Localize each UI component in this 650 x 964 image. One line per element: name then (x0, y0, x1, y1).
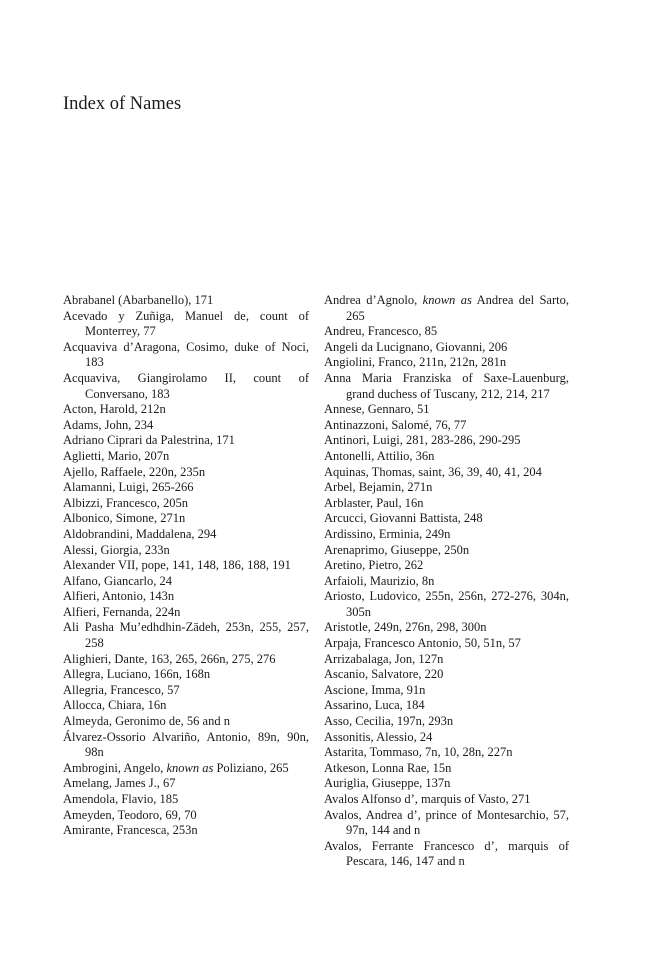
index-entry: Arpaja, Francesco Antonio, 50, 51n, 57 (324, 636, 521, 651)
index-entry: Avalos Alfonso d’, marquis of Vasto, 271 (324, 792, 531, 806)
index-entry: Alighieri, Dante, 163, 265, 266n, 275, 276 (63, 651, 276, 666)
index-entry: Assarino, Luca, 184 (324, 698, 425, 713)
index-entry: Arrizabalaga, Jon, 127n (324, 651, 444, 666)
index-entry: Angiolini, Franco, 211n, 212n, 281n (324, 355, 507, 370)
index-entry: Ambrogini, Angelo, known as Poliziano, 265 (63, 760, 289, 775)
index-entry: Aldobrandini, Maddalena, 294 (63, 526, 217, 541)
index-entry: Arbel, Bejamin, 271n (324, 480, 433, 495)
index-entry: Antonelli, Attilio, 36n (324, 448, 435, 463)
index-entry: Auriglia, Giuseppe, 137n (324, 776, 451, 791)
index-entry: Assonitis, Alessio, 24 (324, 729, 433, 744)
index-entry: Ameyden, Teodoro, 69, 70 (63, 807, 197, 822)
index-entry: Asso, Cecilia, 197n, 293n (324, 714, 454, 729)
index-entry: Alamanni, Luigi, 265-266 (63, 480, 194, 495)
index-entry: Álvarez-Ossorio Alvariño, Antonio, 89n, 90n, 98n (63, 729, 309, 760)
index-entry: Arenaprimo, Giuseppe, 250n (324, 542, 470, 557)
index-entry: Ariosto, Ludovico, 255n, 256n, 272-276, 304n, 305n (324, 589, 569, 619)
index-entry: Amendola, Flavio, 185 (63, 792, 179, 806)
index-entry: Atkeson, Lonna Rae, 15n (324, 760, 452, 775)
index-entry: Adriano Ciprari da Palestrina, 171 (63, 433, 235, 448)
index-entry: Albonico, Simone, 271n (63, 511, 186, 526)
index-entry: Alfieri, Fernanda, 224n (63, 604, 181, 619)
index-entry: Aquinas, Thomas, saint, 36, 39, 40, 41, 204 (324, 464, 542, 479)
index-entry: Arcucci, Giovanni Battista, 248 (324, 511, 483, 526)
index-entry: Avalos, Andrea d’, prince of Montesarchio, 57, 97n, 144 and n (324, 807, 569, 838)
index-entry: Annese, Gennaro, 51 (324, 402, 430, 417)
index-column-right (324, 293, 569, 870)
index-column-left (63, 293, 309, 839)
index-entry: Acquaviva, Giangirolamo II, count of Conversano, 183 (63, 370, 309, 401)
index-entry: Andrea d’Agnolo, known as Andrea del Sarto, 265 (324, 293, 569, 323)
index-entry: Ardissino, Erminia, 249n (324, 526, 451, 541)
index-entry: Antinori, Luigi, 281, 283-286, 290-295 (324, 433, 521, 448)
index-entry: Alexander VII, pope, 141, 148, 186, 188, 191 (63, 558, 291, 573)
index-entry: Anna Maria Franziska of Saxe-Lauenburg, grand duchess of Tuscany, 212, 214, 217 (324, 370, 569, 401)
index-entry: Arfaioli, Maurizio, 8n (324, 573, 435, 588)
index-entry: Adams, John, 234 (63, 417, 154, 432)
index-entry: Avalos, Ferrante Francesco d’, marquis of Pescara, 146, 147 and n (324, 838, 569, 869)
index-entry: Almeyda, Geronimo de, 56 and n (63, 714, 230, 729)
index-entry: Ascanio, Salvatore, 220 (324, 667, 444, 682)
index-entry: Angeli da Lucignano, Giovanni, 206 (324, 339, 508, 354)
index-entry: Alessi, Giorgia, 233n (63, 542, 170, 557)
index-entry: Albizzi, Francesco, 205n (63, 495, 188, 510)
index-entry: Allocca, Chiara, 16n (63, 698, 167, 713)
index-entry: Andreu, Francesco, 85 (324, 324, 438, 339)
index-entry: Alfano, Giancarlo, 24 (63, 573, 172, 588)
index-entry: Aristotle, 249n, 276n, 298, 300n (324, 620, 487, 635)
index-entry: Acton, Harold, 212n (63, 402, 166, 417)
index-entry: Arblaster, Paul, 16n (324, 495, 424, 510)
index-entry: Ali Pasha Mu’edhdhin-Zādeh, 253n, 255, 257, 258 (63, 620, 309, 651)
index-entry: Astarita, Tommaso, 7n, 10, 28n, 227n (324, 745, 513, 760)
index-entry: Amirante, Francesca, 253n (63, 823, 198, 838)
index-entry: Antinazzoni, Salomé, 76, 77 (324, 417, 467, 432)
index-entry: Allegra, Luciano, 166n, 168n (63, 667, 211, 682)
index-entry: Ajello, Raffaele, 220n, 235n (63, 464, 206, 479)
index-entry: Amelang, James J., 67 (63, 776, 176, 791)
index-entry: Aretino, Pietro, 262 (324, 558, 424, 573)
index-entry: Acevado y Zuñiga, Manuel de, count of Monterrey, 77 (63, 308, 309, 339)
index-entry: Acquaviva d’Aragona, Cosimo, duke of Noci, 183 (63, 339, 309, 370)
index-entry: Aglietti, Mario, 207n (63, 448, 170, 463)
index-entry: Allegria, Francesco, 57 (63, 682, 180, 697)
index-entry: Abrabanel (Abarbanello), 171 (63, 293, 214, 307)
index-entry: Alfieri, Antonio, 143n (63, 589, 175, 604)
index-entry: Ascione, Imma, 91n (324, 682, 426, 697)
index-title: Index of Names (63, 94, 182, 114)
